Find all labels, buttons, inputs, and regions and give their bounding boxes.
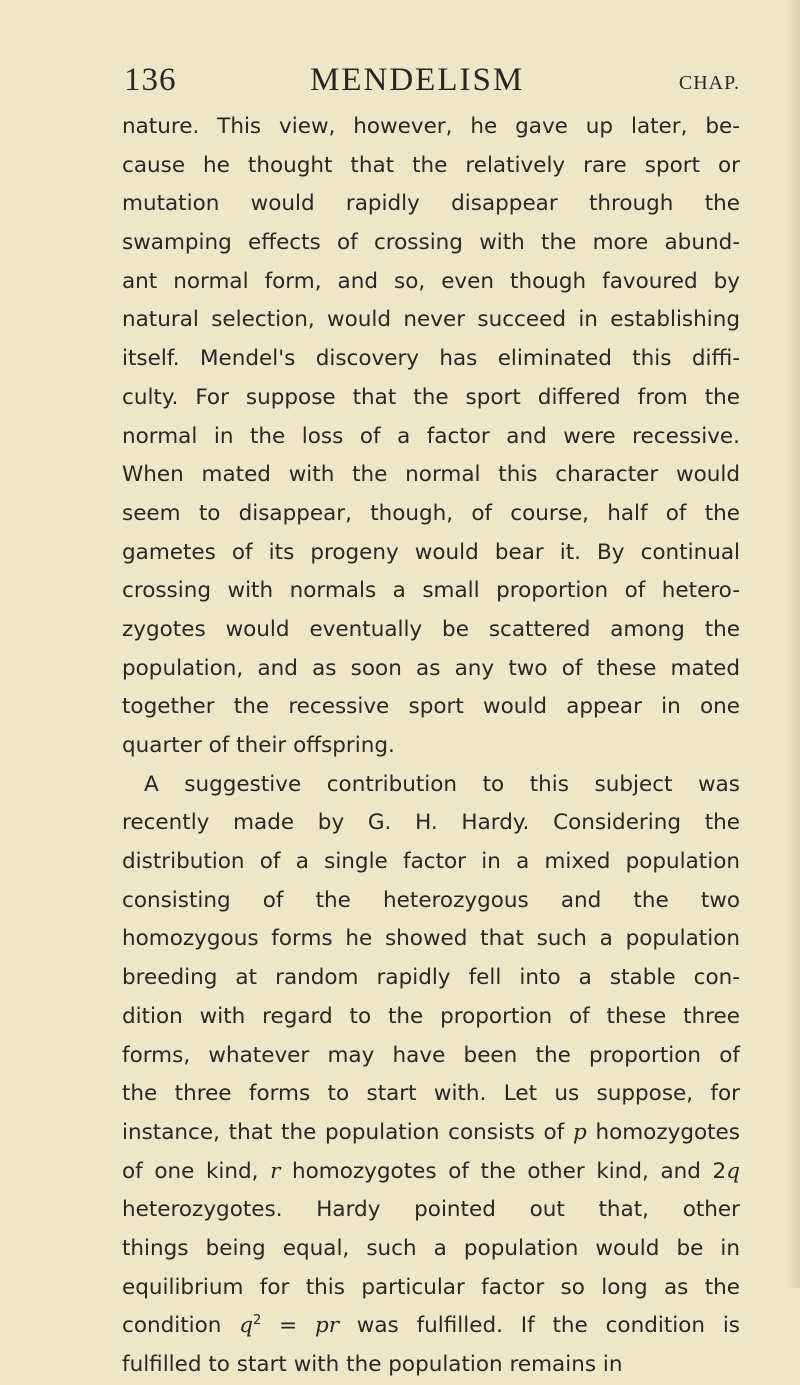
math-variable: pr <box>314 1313 339 1339</box>
running-header <box>124 62 740 106</box>
running-title: MENDELISM <box>310 62 525 98</box>
text-line <box>122 1114 740 1153</box>
text-fragment: was fulfilled. If the condition is <box>338 1313 740 1339</box>
text-line: consisting of the heterozygous and the two <box>122 887 740 913</box>
math-equals: = <box>261 1313 315 1339</box>
text-line: homozygous forms he showed that such a population <box>122 926 740 952</box>
text-fragment: of one kind, <box>122 1158 271 1184</box>
text-line: culty. For suppose that the sport differed from the <box>122 384 740 410</box>
text-line: cause he thought that the relatively rare sport or <box>122 152 740 178</box>
text-line: itself. Mendel's discovery has eliminated this diffi- <box>122 346 740 372</box>
page-number: 136 <box>124 62 177 98</box>
text-line: the three forms to start with. Let us suppose, for <box>122 1081 740 1107</box>
text-line: heterozygotes. Hardy pointed out that, other <box>122 1197 740 1223</box>
chapter-label: CHAP. <box>678 72 740 94</box>
text-line: recently made by G. H. Hardy. Considering the <box>122 810 740 836</box>
text-line: breeding at random rapidly fell into a stable con- <box>122 965 740 991</box>
text-fragment: homozygotes of the other kind, and 2 <box>280 1158 727 1184</box>
text-line: ant normal form, and so, even though favoured by <box>122 268 740 294</box>
page-edge <box>786 0 800 1288</box>
paragraph-start-line: A suggestive contribution to this subject was <box>144 771 740 797</box>
math-variable: r <box>270 1158 281 1184</box>
text-line: normal in the loss of a factor and were recessive. <box>122 423 740 449</box>
text-line: zygotes would eventually be scattered among the <box>122 616 740 642</box>
text-line: swamping effects of crossing with the more abund- <box>122 230 740 256</box>
text-fragment: instance, that the population consists of <box>122 1119 573 1145</box>
math-variable: p <box>572 1119 587 1145</box>
equation-line <box>122 1307 740 1346</box>
text-line: When mated with the normal this character would <box>122 462 740 488</box>
text-line: nature. This view, however, he gave up later, be- <box>122 114 740 139</box>
text-line: fulfilled to start with the population remains in <box>122 1352 623 1377</box>
text-line: mutation would rapidly disappear through the <box>122 191 740 217</box>
text-line: quarter of their offspring. <box>122 733 395 758</box>
text-line: dition with regard to the proportion of these three <box>122 1003 740 1029</box>
text-line: equilibrium for this particular factor so long as the <box>122 1274 740 1300</box>
math-exponent: 2 <box>253 1313 262 1329</box>
text-fragment: homozygotes <box>586 1119 740 1145</box>
text-line: population, and as soon as any two of these mated <box>122 655 740 681</box>
text-line: forms, whatever may have been the proportion of <box>122 1042 740 1068</box>
text-line: together the recessive sport would appear in one <box>122 694 740 720</box>
text-line: seem to disappear, though, of course, half of the <box>122 500 740 526</box>
text-line: distribution of a single factor in a mixed population <box>122 849 740 875</box>
text-line: crossing with normals a small proportion of hetero- <box>122 578 740 604</box>
body-text <box>122 108 740 1385</box>
text-line: things being equal, such a population would be in <box>122 1235 740 1261</box>
text-line: natural selection, would never succeed in establishing <box>122 307 740 333</box>
text-line <box>122 1153 740 1192</box>
text-fragment: condition <box>122 1313 240 1339</box>
math-variable: q <box>239 1313 253 1339</box>
math-variable: q <box>726 1158 740 1184</box>
text-line: gametes of its progeny would bear it. By continual <box>122 539 740 565</box>
